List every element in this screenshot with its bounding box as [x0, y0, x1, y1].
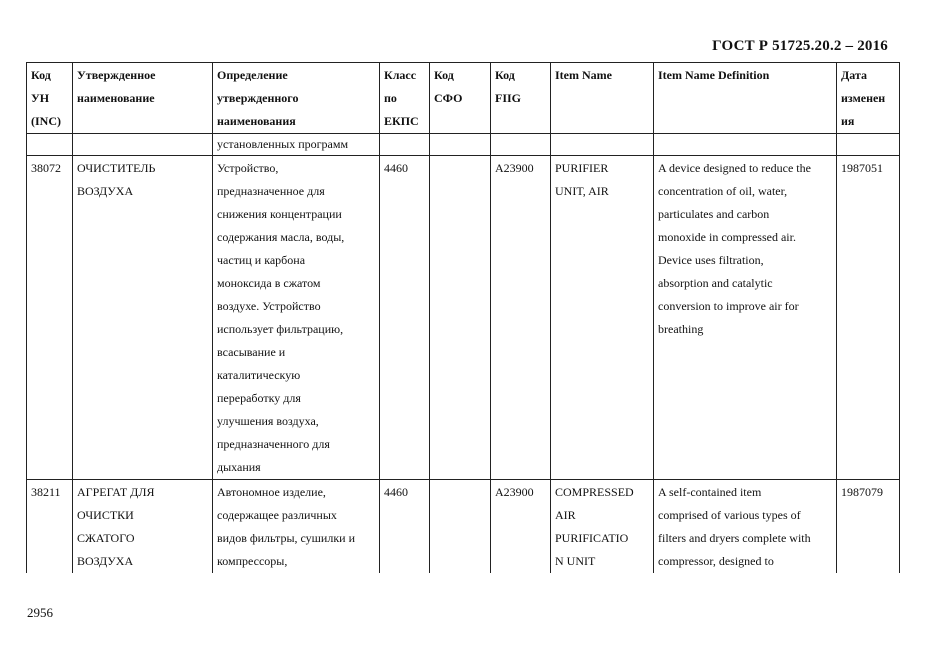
date-cell: 1987079 — [837, 480, 900, 574]
definition-cell: Устройство, предназначенное для снижения концентрации содержания масла, воды, частиц и карбона моноксида в сжатом воздухе. Устройство использует фильтрацию, всасывание и каталитическую переработку для улучшения воздуха, предназначенного для дыхания — [213, 156, 380, 480]
page-number: 2956 — [27, 605, 53, 620]
inc-cell: 38072 — [27, 156, 73, 480]
table-row — [27, 156, 900, 480]
sfo-cell — [430, 156, 491, 480]
fiig-cell: A23900 — [491, 480, 551, 574]
name-cell: ОЧИСТИТЕЛЬ ВОЗДУХА — [73, 156, 213, 480]
header-item-name: Item Name — [551, 63, 654, 134]
header-approved-name: Утвержденное наименование — [73, 63, 213, 134]
specification-table — [26, 62, 900, 573]
inc-cell: 38211 — [27, 480, 73, 574]
item-name-cell: PURIFIER UNIT, AIR — [551, 156, 654, 480]
sfo-cell — [430, 480, 491, 574]
table-row — [27, 480, 900, 574]
name-cell: АГРЕГАТ ДЛЯ ОЧИСТКИ СЖАТОГО ВОЗДУХА — [73, 480, 213, 574]
header-definition: Определение утвержденного наименования — [213, 63, 380, 134]
header-date: Дата изменен ия — [837, 63, 900, 134]
item-definition-cell: A device designed to reduce the concentration of oil, water, particulates and carbon monoxide in compressed air. Device uses filtration, absorption and catalytic conversion to improve air for breathing — [654, 156, 837, 480]
document-code: ГОСТ Р 51725.20.2 – 2016 — [712, 38, 888, 54]
definition-cell: Автономное изделие, содержащее различных видов фильтры, сушилки и компрессоры, — [213, 480, 380, 574]
header-row — [27, 63, 900, 134]
header-class: Класс по ЕКПС — [380, 63, 430, 134]
header-fiig: Код FIIG — [491, 63, 551, 134]
item-definition-cell: A self-contained item comprised of various types of filters and dryers complete with compressor, designed to — [654, 480, 837, 574]
continuation-row — [27, 134, 900, 156]
header-sfo: Код СФО — [430, 63, 491, 134]
item-name-cell: COMPRESSED AIR PURIFICATIO N UNIT — [551, 480, 654, 574]
fiig-cell: A23900 — [491, 156, 551, 480]
class-cell: 4460 — [380, 480, 430, 574]
date-cell: 1987051 — [837, 156, 900, 480]
class-cell: 4460 — [380, 156, 430, 480]
header-item-definition: Item Name Definition — [654, 63, 837, 134]
header-inc: Код УН (INC) — [27, 63, 73, 134]
continuation-definition: установленных программ — [213, 134, 380, 156]
